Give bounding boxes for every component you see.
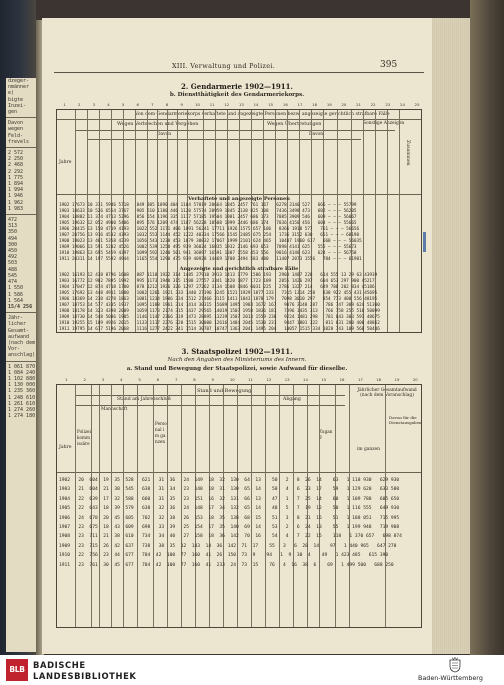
column-number: 13 <box>239 102 244 107</box>
table-row <box>59 257 421 263</box>
left-page-number: 1 261 610 <box>8 400 36 407</box>
column-number: 22 <box>370 102 376 107</box>
column-number: 5 <box>121 102 125 107</box>
column-number: 19 <box>326 102 332 107</box>
row-values: 19023 13 461 5358 4239 1056 543 1238 453 1079 38832 17067 1999 2101 624 465 10487 1960 617 668 — — — 56035 <box>71 239 362 245</box>
group-right-header: Wegen Übertretungen <box>267 122 322 127</box>
left-page-number: 1 248 610 <box>8 394 36 401</box>
row-values: 17047 12 874 4718 1700 878 1212 1926 326 1297 27262 3134 1508 1846 6031 225 2786 1327 214 649 788 202 834 45186 <box>71 285 375 291</box>
row-year: 1909 <box>59 245 72 251</box>
left-page-number: 1 962 <box>8 199 24 206</box>
left-page-number: 1 775 <box>8 174 24 181</box>
row-values: 18730 14 548 5086 1905 1146 1147 2366 319 1473 28895 13239 1587 2013 1559 238 9224 1481 298 781 843 303 591 48675 <box>71 315 380 321</box>
column-number: 8 <box>165 102 169 107</box>
row-year: 1910 <box>59 321 72 327</box>
column-number-row-2 <box>56 377 426 383</box>
book-cover-edge <box>470 0 504 655</box>
section-3-subtitle-2: a. Stand und Bewegung der Staatspolizei, sowie Aufwand für dieselbe. <box>126 366 348 372</box>
im-ganzen-header: im ganzen <box>357 447 380 452</box>
polizei-header: Polizeikommissäre <box>77 429 91 446</box>
left-page-line: Jähr- <box>8 315 24 322</box>
row-year: 1905 <box>59 291 72 297</box>
library-name-line-1: BADISCHE <box>33 660 86 670</box>
left-page-number: 492 <box>8 254 18 261</box>
column-number: 12 <box>266 377 272 382</box>
column-number: 14 <box>253 102 259 107</box>
table-row: 1911 23 761 30 45 677 784 42 100 77 160 41 233 24 73 15 76 4 16 38 6 69 1 499 500 688 250 <box>59 562 394 568</box>
section-2-subtitle: b. Dienstthätigkeit des Gendarmeriekorps. <box>169 92 305 98</box>
row-values: 19795 14 617 5196 2068 1116 1277 2422 341 1514 30707 10747 1363 2041 1495 204 10057 1515 334 1028 743 109 568 50446 <box>71 327 380 333</box>
left-page-number: 1 564 <box>8 297 24 304</box>
left-page-number: 300 <box>8 241 18 248</box>
column-number: 20 <box>341 102 347 107</box>
left-page-number: 1 084 240 <box>8 369 36 376</box>
left-page-line: (nach dem <box>8 339 36 346</box>
band-cases-label: Angezeigte und gerichtlich strafbare Fälle <box>179 266 299 272</box>
row-values: 19255 15 109 4926 2015 1133 1117 2276 320 1515 30000 12616 1484 2045 1530 231 9447 1801 322 811 831 280 400 48862 <box>71 321 380 327</box>
row-year: 1905 <box>59 221 72 227</box>
row-year: 1909 <box>59 315 72 321</box>
row-values: 18882 11 374 4713 5296 856 554 1196 335 1117 57185 19504 1981 2457 686 173 7085 3909 546 609 — — — 56067 <box>71 215 357 221</box>
left-page-number: 488 <box>8 266 18 273</box>
row-year: 1907 <box>59 233 72 239</box>
row-values: 17692 13 448 4911 1880 1082 1261 1921 333 1440 27396 3245 1521 1929 1877 233 7315 1314 258 838 922 455 431 45695 <box>71 291 378 297</box>
row-year: 1904 <box>59 285 72 291</box>
column-number: 16 <box>339 377 345 382</box>
left-page-number: 1 274 260 <box>8 406 36 413</box>
page-number: 395 <box>380 60 398 70</box>
row-year: 1902 <box>59 273 72 278</box>
column-number: 11 <box>209 102 215 107</box>
page-edges <box>432 18 470 654</box>
group-left-header: Wegen Verbrechen und Vergehen <box>117 122 199 127</box>
table-row: 1904 22 639 17 32 588 660 31 35 23 151 16 32 131 66 13 47 1 7 25 14 60 1 109 788 605 650 <box>59 496 400 502</box>
column-number: 4 <box>107 102 110 107</box>
left-page-number: 1 235 360 <box>8 388 36 395</box>
column-number: 20 <box>412 377 418 382</box>
year-header-3: Jahre <box>59 445 72 450</box>
left-page-bottom-label <box>6 315 40 358</box>
column-number: 13 <box>284 377 290 382</box>
right-page <box>42 18 432 654</box>
column-number: 2 <box>83 377 86 382</box>
column-number: 9 <box>211 377 214 382</box>
left-page-number: 1 946 <box>8 193 24 200</box>
band-persons-label: Verhaftete und angezeigte Personen <box>188 196 290 202</box>
left-page-line: licher <box>8 321 27 328</box>
section-2-title: 2. Gendarmerie 1902—1911. <box>181 82 293 91</box>
left-page-line: anschlag) <box>8 352 36 359</box>
left-page-numbers-c <box>6 364 40 420</box>
column-number: 1 <box>63 102 66 107</box>
row-values: 18633 10 526 6554 3767 905 510 1180 446 1120 57574 20959 1845 2138 825 108 7436 3498 473 682 — — — 56205 <box>71 209 357 215</box>
column-number: 6 <box>136 102 139 107</box>
mannschaft-header: Mannschaft <box>101 407 128 412</box>
column-number: 14 <box>303 377 308 382</box>
left-page-top-text <box>6 78 40 115</box>
left-page-number: 2 292 <box>8 168 24 175</box>
row-year: 1906 <box>59 227 72 233</box>
left-page-number: 494 <box>8 235 18 242</box>
column-number: 23 <box>385 102 391 107</box>
left-page-column-label <box>6 120 40 145</box>
left-page-numbers-b <box>6 217 40 304</box>
left-page-number: 1 061 870 <box>8 363 36 370</box>
left-page-number: 2 468 <box>8 162 24 169</box>
row-values: 17673 10 311 5946 5718 849 305 1090 404 1104 57019 20664 1845 2457 761 167 6278 3140 527 666 — — — 55799 <box>71 203 357 208</box>
persons-rows <box>59 203 421 263</box>
column-number: 10 <box>195 102 200 107</box>
column-number: 24 <box>400 102 405 107</box>
column-number: 7 <box>151 102 154 107</box>
left-page-line: aufwand <box>8 333 30 340</box>
jahresschluss-header: Stand am Jahresschluß <box>117 397 171 402</box>
blb-logo-text: BLB <box>9 665 25 674</box>
library-name-line-2: LANDESBIBLIOTHEK <box>33 671 137 681</box>
left-page-line: frevels <box>8 138 30 145</box>
row-year: 1911 <box>59 257 72 263</box>
left-page-number: 1 130 000 <box>8 382 36 389</box>
abgang-header: Abgang <box>283 397 301 402</box>
row-values: 16193 12 438 8796 1608 887 1118 1922 314 1485 27910 3913 1413 1779 1586 193 2903 1487 228 614 555 13 29 63 43939 <box>71 273 378 278</box>
left-page-line: Gesamt- <box>8 327 30 334</box>
left-page-number: 2 250 <box>8 156 24 163</box>
row-values: 18178 14 323 4398 2009 1059 1173 2174 315 1437 29565 14019 1507 1958 1836 181 7396 1435 313 766 758 255 516 50099 <box>71 309 380 315</box>
left-page-line: wegen <box>8 126 24 133</box>
blb-logo[interactable] <box>6 659 28 681</box>
year-column-header: Jahre <box>59 160 72 165</box>
column-number: 10 <box>229 377 235 382</box>
row-values: 20756 13 916 4532 4393 1032 553 1144 452 1222 40334 17566 1545 2485 675 254 1736 3152 630 651 — — — 60190 <box>71 233 360 239</box>
table-row: 1905 22 643 18 39 579 638 32 36 24 148 17 34 132 65 14 48 5 7 19 12 50 1 116 555 649 930 <box>59 506 400 512</box>
column-number-row <box>56 102 426 108</box>
row-year: 1910 <box>59 251 72 257</box>
row-values: 16772 12 902 7895 1992 995 1173 1940 315 1508 27557 3341 1420 1877 1723 189 2855 1426 297 604 653 297 900 45217 <box>71 279 375 285</box>
column-number: 4 <box>120 377 123 382</box>
stand-header: Stand und Bewegung <box>197 388 252 394</box>
table-row: 1910 22 756 23 44 677 784 42 100 77 160 41 26 150 73 9 94 1 9 30 4 49 1 423 485 615 390 <box>59 553 389 559</box>
column-number: 15 <box>268 102 274 107</box>
column-number: 6 <box>156 377 160 382</box>
aufwand-header: Jährlicher Gesamtaufwand (nach dem Voranschlag) <box>357 388 417 398</box>
state-name: Baden-Württemberg <box>418 674 483 682</box>
row-year: 1911 <box>59 327 72 333</box>
column-number: 5 <box>138 377 141 382</box>
column-number: 17 <box>357 377 363 382</box>
row-year: 1906 <box>59 297 72 303</box>
left-page-fragment <box>6 78 40 652</box>
left-page-numbers-a <box>6 150 40 212</box>
running-header <box>42 62 432 74</box>
row-values: 20311 14 197 5592 4944 1165 554 1290 475 939 40928 14469 1708 2494 583 480 11407 2073 1556 784 — — — 61901 <box>71 257 362 263</box>
row-year: 1907 <box>59 303 72 309</box>
running-header-title: XIII. Verwaltung und Polizei. <box>172 62 276 70</box>
left-page-number: 503 <box>8 260 18 267</box>
police-rows <box>59 476 421 570</box>
column-number: 3 <box>101 377 105 382</box>
row-values: 19632 12 052 4900 5406 895 576 1209 474 1187 56228 18508 1999 2446 686 174 7036 4150 456 604 — — — 55665 <box>71 221 357 227</box>
row-year: 1908 <box>59 309 72 315</box>
column-number: 2 <box>77 102 81 107</box>
table-row: 1906 24 678 20 45 605 702 32 38 26 153 18 35 138 68 15 51 3 8 21 15 51 1 188 051 715 995 <box>59 515 400 521</box>
column-number: 17 <box>297 102 303 107</box>
column-number: 8 <box>193 377 196 382</box>
row-values: 18753 14 577 4335 1937 1095 1188 1961 314 1414 30315 15689 1495 1983 1672 167 9076 3148 287 786 747 389 624 51300 <box>71 303 380 309</box>
left-page-number: 545 <box>8 272 18 279</box>
column-number: 11 <box>248 377 253 382</box>
row-year: 1904 <box>59 215 72 221</box>
gendarmerie-table <box>56 109 422 333</box>
left-page-number: 1 102 880 <box>8 375 36 382</box>
row-values: 20415 13 150 4719 4193 1022 552 1171 406 1091 56241 17711 1926 1575 657 106 8366 1918 577 761 — — — 56656 <box>71 227 360 233</box>
column-number: 9 <box>180 102 183 107</box>
row-year: 1903 <box>59 279 72 285</box>
left-page-number: 1 994 <box>8 187 24 194</box>
row-year: 1902 <box>59 203 72 208</box>
blue-bookmark-mark <box>423 232 426 252</box>
left-page-number: 350 <box>8 229 18 236</box>
column-number: 7 <box>174 377 178 382</box>
column-number: 19 <box>394 377 400 382</box>
row-values: 19863 13 695 5459 4397 1099 592 1240 501 941 36897 16591 1307 1558 453 556 9016 4148 623 624 — — — 56758 <box>71 251 357 257</box>
coat-of-arms-icon <box>448 657 462 673</box>
table-row: 1903 21 604 21 38 545 638 31 34 23 148 18 31 130 65 14 50 4 6 23 17 59 1 129 620 633 580 <box>59 487 400 493</box>
davon-dienst-header: Davon für die Dienstausgaben <box>389 415 422 426</box>
row-values: 19066 13 591 5202 4526 1002 539 1258 495 939 36024 16835 1932 2146 693 653 7898 4141 625 555 — — — 55673 <box>71 245 357 251</box>
column-number: 21 <box>356 102 361 107</box>
davon-header-right: Davon <box>309 132 324 137</box>
left-page-number: 313 <box>8 223 18 230</box>
column-number: 16 <box>282 102 288 107</box>
left-page-line: Feld- <box>8 132 24 139</box>
left-page-line: e) <box>8 90 15 97</box>
left-page-mark: 15/4 256 <box>8 303 33 310</box>
left-page-number: 1 274 180 <box>8 413 36 420</box>
cases-rows <box>59 273 421 333</box>
table-row: 1909 23 715 26 42 637 738 38 35 12 143 14 36 142 71 17 55 3 6 28 14 97 1 440 965 647 270 <box>59 543 397 549</box>
left-page-number: 1 894 <box>8 181 24 188</box>
left-page-line: Davon <box>8 120 24 127</box>
left-page-number: 450 <box>8 248 18 255</box>
zugang-header: Zugang <box>319 429 333 439</box>
left-page-line: Vor- <box>8 346 21 353</box>
table-row: 1902 20 604 19 35 528 621 31 36 24 149 18 32 130 64 13 50 2 8 26 14 63 1 118 930 629 930 <box>59 478 400 483</box>
left-page-line: nmänner <box>8 84 30 91</box>
left-page-line: Inzei- <box>8 102 27 109</box>
column-number: 18 <box>312 102 318 107</box>
group-other-header: Sonstige Anzeigen <box>363 121 405 126</box>
column-number: 15 <box>321 377 327 382</box>
left-page-line: bigte <box>8 96 24 103</box>
column-number: 1 <box>65 377 68 382</box>
left-page-number: 2 572 <box>8 150 24 157</box>
table-row <box>59 327 421 333</box>
left-page-number: 472 <box>8 217 18 224</box>
left-page-number: 1 586 <box>8 291 24 298</box>
row-year: 1903 <box>59 209 72 215</box>
library-footer <box>0 655 504 685</box>
staatspolizei-table <box>56 384 422 628</box>
row-values: 18369 14 238 4278 1863 1081 1234 1906 334 1512 27466 3115 1411 1843 1878 179 7098 3010 297 854 773 400 556 48195 <box>71 297 378 303</box>
column-number: 12 <box>224 102 230 107</box>
left-page-number: 1 983 <box>8 205 24 212</box>
left-page-number: 1 550 <box>8 285 24 292</box>
table-caption: Von dem Gendarmeriekorps verhaftete und angezeigte Personen bezw. angezeigte gerichtlich strafbare Fälle <box>135 112 390 117</box>
personal-header: Personal im ganzen <box>155 421 167 444</box>
davon-header-left: Davon <box>157 132 172 137</box>
section-3-subtitle: Nach den Angaben des Ministeriums des Innern. <box>167 357 307 363</box>
table-row: 1907 23 675 18 43 609 698 33 39 25 154 17 35 140 69 14 53 2 6 24 13 55 1 199 948 719 908 <box>59 525 400 531</box>
column-number: 25 <box>414 102 420 107</box>
row-year: 1908 <box>59 239 72 245</box>
table-row: 1908 23 711 21 38 610 734 34 40 27 158 18 36 142 70 16 54 4 7 22 15 118 1 370 657 698 874 <box>59 534 402 540</box>
column-number: 3 <box>92 102 96 107</box>
section-3-title: 3. Staatspolizei 1902—1911. <box>181 347 293 356</box>
left-page-number: 474 <box>8 279 18 286</box>
column-number: 18 <box>376 377 382 382</box>
left-page-line: dzeger- <box>8 78 30 84</box>
left-page-line: gen <box>8 109 18 116</box>
total-column-header: Zusammen <box>405 140 410 166</box>
